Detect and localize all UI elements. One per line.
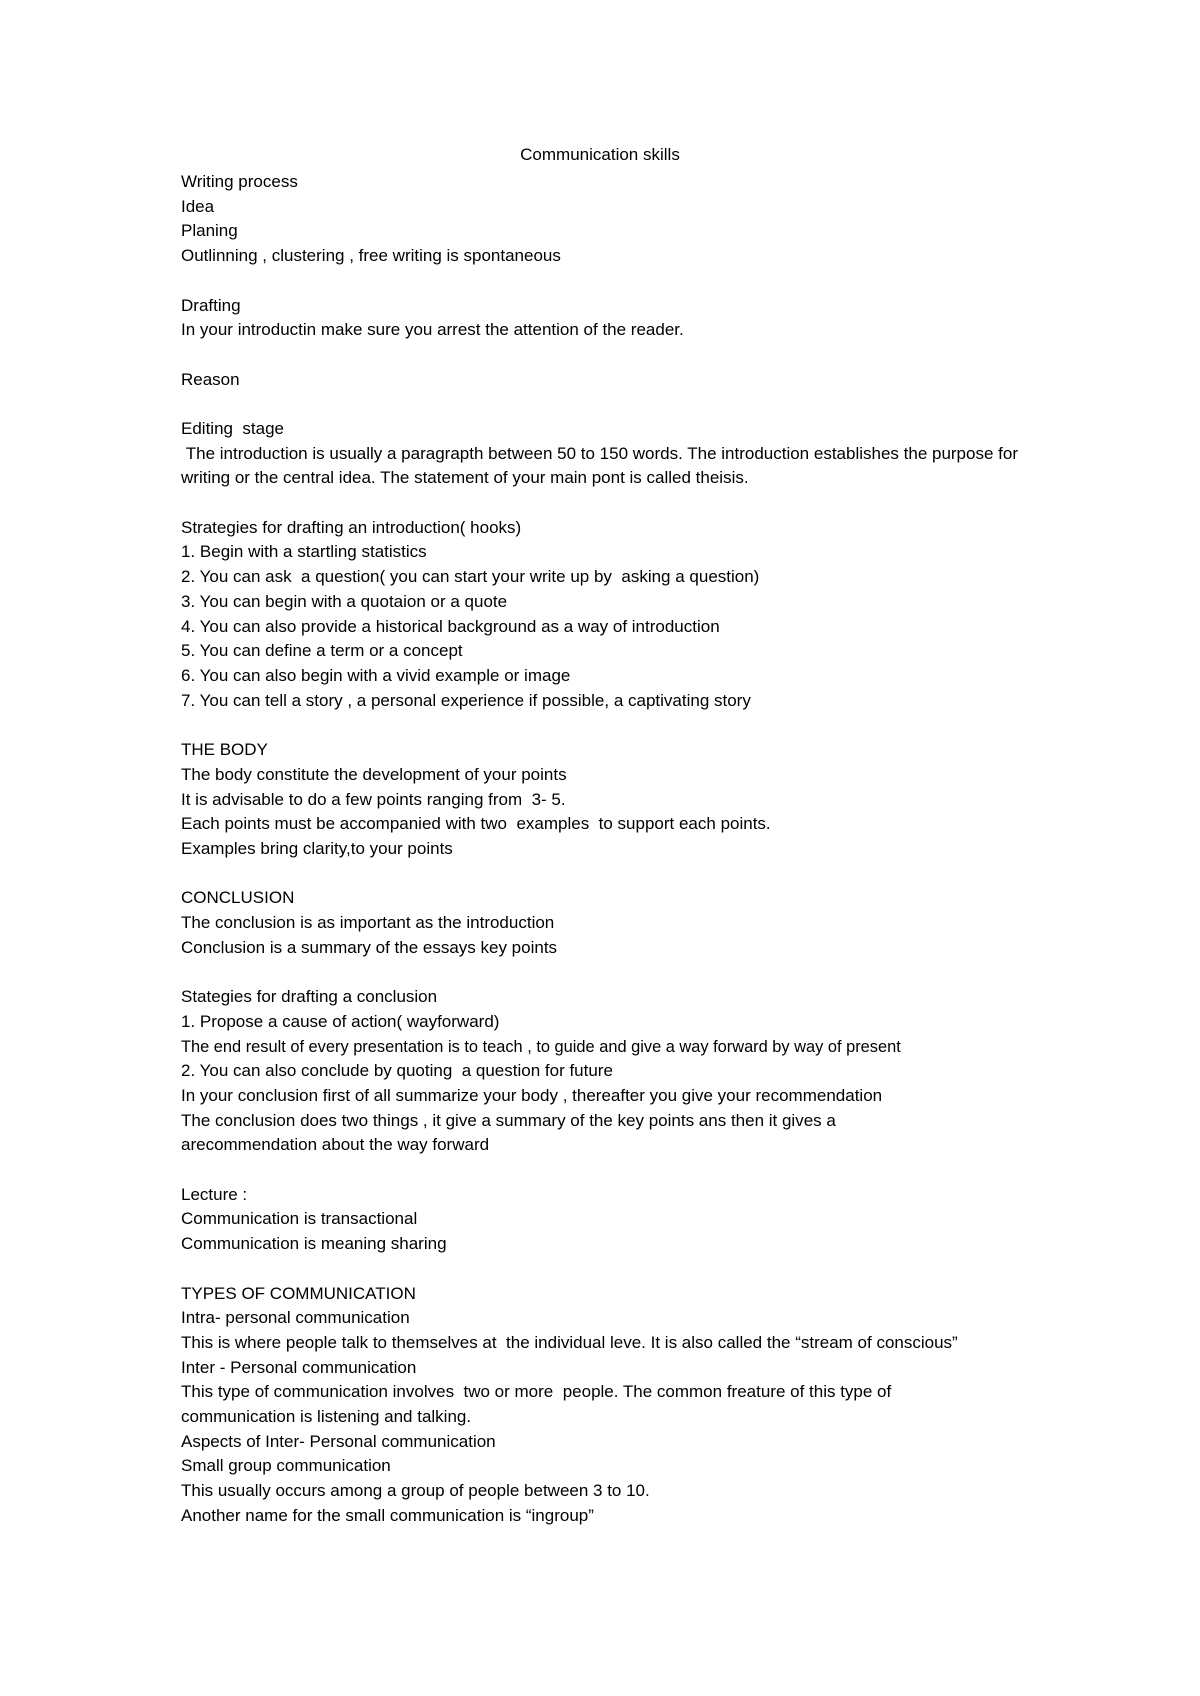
blank-line [181,1158,1031,1183]
body-line: Each points must be accompanied with two examples to support each points. [181,814,771,834]
ingroup-text: Another name for the small communication is “ingroup” [181,1505,594,1525]
intro-strategy-item: 1. Begin with a startling statistics [181,542,427,562]
blank-line [181,713,1031,738]
conclusion-strategy-line: 2. You can also conclude by quoting a question for future [181,1061,613,1081]
writing-process-line: Outlinning , clustering , free writing is spontaneous [181,246,561,266]
editing-heading: Editing stage [181,418,285,438]
conclusion-line: Conclusion is a summary of the essays key points [181,937,558,957]
intro-strategy-item: 3. You can begin with a quotaion or a quote [181,591,508,611]
blank-line [181,392,1031,417]
conclusion-strategy-line: In your conclusion first of all summarize your body , thereafter you give your recommendation [181,1085,883,1105]
blank-line [181,269,1031,294]
inter-personal-text: This type of communication involves two or more people. The common freature of this type of communication is listening and talking. [181,1382,896,1427]
writing-process-line: Planing [181,221,238,241]
inter-personal-heading: Inter - Personal communication [181,1357,417,1377]
intro-strategy-item: 7. You can tell a story , a personal experience if possible, a captivating story [181,690,751,710]
lecture-line: Communication is transactional [181,1209,418,1229]
writing-process-line: Idea [181,196,215,216]
blank-line [181,862,1031,887]
small-group-text: This usually occurs among a group of people between 3 to 10. [181,1481,650,1501]
blank-line [181,491,1031,516]
inter-personal-aspects: Aspects of Inter- Personal communication [181,1431,496,1451]
conclusion-strategy-line: The end result of every presentation is to teach , to guide and give a way forward by way of present [181,1037,901,1056]
intro-strategy-item: 4. You can also provide a historical background as a way of introduction [181,616,720,636]
lecture-heading: Lecture : [181,1184,248,1204]
types-heading: TYPES OF COMMUNICATION [181,1283,416,1303]
document-title: Communication skills [520,145,680,164]
body-line: It is advisable to do a few points ranging from 3- 5. [181,789,566,809]
reason-heading: Reason [181,369,240,389]
conclusion-strategies-heading: Stategies for drafting a conclusion [181,987,438,1007]
conclusion-heading: CONCLUSION [181,888,295,908]
intra-personal-heading: Intra- personal communication [181,1308,410,1328]
blank-line [181,343,1031,368]
intra-personal-text: This is where people talk to themselves at the individual leve. It is also called the “stream of conscious” [181,1332,958,1352]
body-heading: THE BODY [181,740,268,760]
conclusion-line: The conclusion is as important as the introduction [181,913,555,932]
intro-strategies-heading: Strategies for drafting an introduction( hooks) [181,517,522,537]
lecture-line: Communication is meaning sharing [181,1234,447,1254]
intro-strategy-item: 5. You can define a term or a concept [181,641,463,661]
document-body [181,170,1031,1529]
drafting-heading: Drafting [181,295,241,315]
intro-strategy-item: 2. You can ask a question( you can start your write up by asking a question) [181,567,760,587]
conclusion-strategy-line: 1. Propose a cause of action( wayforward) [181,1011,500,1031]
body-line: The body constitute the development of your points [181,764,567,784]
body-line: Examples bring clarity,to your points [181,838,453,858]
writing-process-heading: Writing process [181,172,298,191]
blank-line [181,960,1031,985]
intro-strategy-item: 6. You can also begin with a vivid example or image [181,666,571,685]
blank-line [181,1257,1031,1282]
editing-paragraph: The introduction is usually a paragrapth between 50 to 150 words. The introduction establishes the purpose for writing or the central idea. The statement of your main pont is called theisis. [181,443,1023,488]
drafting-text: In your introductin make sure you arrest the attention of the reader. [181,320,684,340]
small-group-heading: Small group communication [181,1456,391,1476]
conclusion-strategy-closing: The conclusion does two things , it give a summary of the key points ans then it gives a arecommendation about the way forward [181,1110,836,1155]
